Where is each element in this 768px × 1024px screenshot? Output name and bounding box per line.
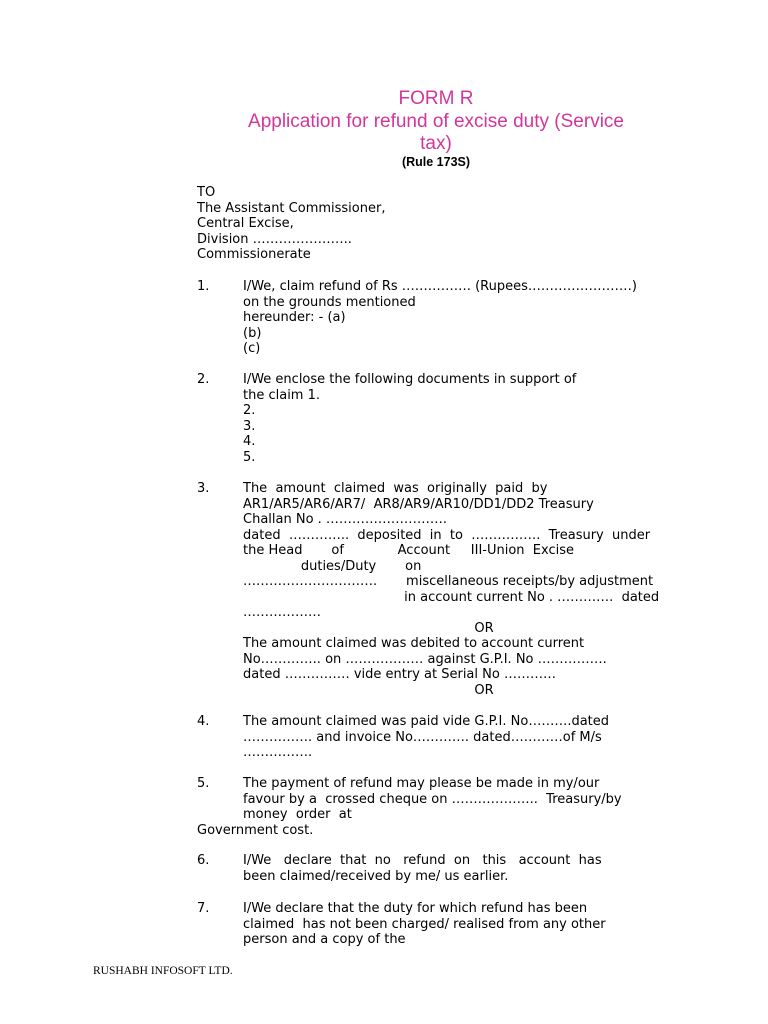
item-line: dated ………….. deposited in to ……………. Treasury under: [243, 527, 651, 543]
item-number: 4.: [197, 714, 210, 729]
item-line: 3.: [243, 418, 256, 434]
form-subtitle: [200, 111, 672, 155]
rule-reference: (Rule 173S): [401, 155, 471, 169]
item-line: OR: [243, 682, 494, 698]
item-line: been claimed/received by me/ us earlier.: [243, 869, 509, 884]
item-line: Government cost.: [197, 822, 314, 838]
address-line: The Assistant Commissioner,: [197, 200, 386, 216]
address-line: Central Excise,: [197, 216, 294, 231]
item-line: I/We enclose the following documents in support of: [243, 372, 577, 387]
item-line: in account current No . …………. dated: [243, 589, 660, 605]
item-line: The payment of refund may please be made in my/our: [243, 776, 600, 791]
item-line: money order at: [243, 807, 352, 822]
item-line: …………….: [243, 745, 313, 760]
item-line: the Head of Account III-Union Excise: [243, 543, 575, 558]
item-line: Challan No . ……………………….: [243, 512, 448, 527]
item-number: 6.: [197, 853, 210, 868]
item-line: (b): [243, 325, 262, 341]
item-line: (c): [243, 341, 261, 356]
item-line: duties/Duty on: [243, 558, 422, 574]
item-line: OR: [243, 620, 494, 636]
item-line: ………………: [243, 605, 321, 620]
item-line: No………….. on ……………… against G.P.I. No …………….: [243, 651, 607, 667]
item-number: 2.: [197, 372, 210, 387]
item-line: …………………………. miscellaneous receipts/by adjustment: [243, 574, 654, 589]
item-line: The amount claimed was debited to account current: [243, 636, 585, 651]
item-line: I/We declare that the duty for which refund has been: [243, 901, 588, 916]
subtitle-line-1: Application for refund of excise duty (Service: [248, 111, 624, 132]
form-title: FORM R: [398, 88, 474, 109]
item-line: favour by a crossed cheque on ……………….. Treasury/by: [243, 791, 622, 807]
item-number: 3.: [197, 481, 210, 496]
item-line: dated …………… vide entry at Serial No …………: [243, 667, 556, 682]
address-line: Division …………………..: [197, 231, 352, 247]
item-line: 4.: [243, 434, 256, 449]
address-line: TO: [197, 185, 216, 200]
item-line: on the grounds mentioned: [243, 294, 416, 310]
item-line: 5.: [243, 449, 256, 465]
item-line: the claim 1.: [243, 387, 321, 403]
item-line: 2.: [243, 403, 256, 418]
item-line: I/We declare that no refund on this account has: [243, 853, 602, 868]
subtitle-line-2: tax): [420, 133, 452, 154]
item-line: claimed has not been charged/ realised from any other: [243, 916, 606, 932]
item-line: The amount claimed was originally paid by: [243, 481, 548, 496]
item-number: 7.: [197, 901, 210, 916]
item-line: I/We, claim refund of Rs ……………. (Rupees……………………): [243, 279, 637, 294]
item-line: The amount claimed was paid vide G.P.I. No……….dated: [243, 714, 610, 729]
item-line: ……………. and invoice No…………. dated…………of M/s: [243, 729, 602, 745]
address-line: Commissionerate: [197, 247, 311, 262]
item-number: 5.: [197, 776, 210, 791]
footer-company: RUSHABH INFOSOFT LTD.: [93, 965, 233, 977]
item-line: hereunder: - (a): [243, 310, 346, 325]
item-number: 1.: [197, 279, 210, 294]
item-line: AR1/AR5/AR6/AR7/ AR8/AR9/AR10/DD1/DD2 Treasury: [243, 496, 594, 512]
item-line: person and a copy of the: [243, 932, 406, 947]
